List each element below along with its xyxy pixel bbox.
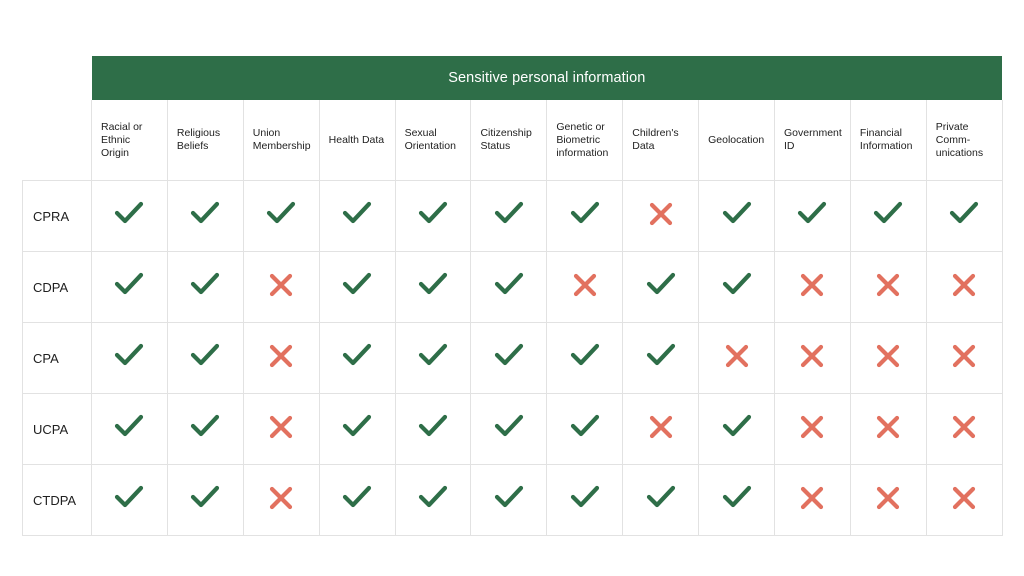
matrix-cell [471,181,547,252]
checkmark-icon [190,201,220,227]
cross-icon [875,485,901,511]
matrix-cell [395,181,471,252]
checkmark-icon [190,343,220,369]
checkmark-icon [494,272,524,298]
matrix-cell [547,323,623,394]
checkmark-icon [494,201,524,227]
matrix-cell [243,394,319,465]
checkmark-icon [114,414,144,440]
cross-icon [799,272,825,298]
checkmark-icon [342,272,372,298]
checkmark-icon [494,485,524,511]
cross-icon [951,272,977,298]
row-label: CPRA [23,181,92,252]
checkmark-icon [418,272,448,298]
column-header: Racial or Ethnic Origin [92,100,168,181]
checkmark-icon [873,201,903,227]
column-header: Union Membership [243,100,319,181]
checkmark-icon [722,201,752,227]
matrix-cell [471,465,547,536]
matrix-cell [699,181,775,252]
checkmark-icon [266,201,296,227]
matrix-cell [92,394,168,465]
column-header: Children's Data [623,100,699,181]
matrix-cell [243,465,319,536]
checkmark-icon [342,201,372,227]
cross-icon [268,272,294,298]
table-row [23,323,1003,394]
checkmark-icon [570,201,600,227]
checkmark-icon [114,201,144,227]
matrix-cell [775,323,851,394]
column-header-row [23,100,1003,181]
matrix-cell [471,323,547,394]
cross-icon [268,343,294,369]
cross-icon [875,343,901,369]
row-label: CDPA [23,252,92,323]
checkmark-icon [342,485,372,511]
matrix-cell [243,252,319,323]
column-header: Geolocation [699,100,775,181]
checkmark-icon [722,272,752,298]
checkmark-icon [342,343,372,369]
matrix-cell [850,394,926,465]
matrix-cell [850,252,926,323]
cross-icon [951,485,977,511]
checkmark-icon [494,343,524,369]
matrix-cell [243,181,319,252]
matrix-cell [775,181,851,252]
sensitive-personal-information-table [22,56,1003,536]
cross-icon [875,414,901,440]
matrix-cell [623,394,699,465]
matrix-cell [699,394,775,465]
checkmark-icon [114,272,144,298]
checkmark-icon [646,272,676,298]
matrix-cell [319,252,395,323]
row-label: CTDPA [23,465,92,536]
matrix-cell [395,323,471,394]
checkmark-icon [114,343,144,369]
matrix-cell [319,323,395,394]
column-header: Citizenship Status [471,100,547,181]
matrix-cell [775,394,851,465]
matrix-cell [547,252,623,323]
matrix-cell [850,181,926,252]
banner-left-spacer [23,56,92,100]
checkmark-icon [114,485,144,511]
checkmark-icon [797,201,827,227]
table-row [23,252,1003,323]
checkmark-icon [570,414,600,440]
cross-icon [799,343,825,369]
matrix-cell [547,394,623,465]
checkmark-icon [949,201,979,227]
checkmark-icon [494,414,524,440]
column-header: Sexual Orientation [395,100,471,181]
row-label: UCPA [23,394,92,465]
banner-row [23,56,1003,100]
checkmark-icon [570,343,600,369]
matrix-cell [623,181,699,252]
matrix-cell [850,323,926,394]
checkmark-icon [570,485,600,511]
cross-icon [572,272,598,298]
checkmark-icon [646,343,676,369]
column-header: Private Comm-unications [926,100,1002,181]
banner-title: Sensitive personal information [92,56,1003,100]
cross-icon [799,485,825,511]
matrix-cell [92,465,168,536]
cross-icon [951,414,977,440]
matrix-cell [92,181,168,252]
matrix-cell [471,394,547,465]
column-header: Financial Information [850,100,926,181]
matrix-cell [699,323,775,394]
cross-icon [951,343,977,369]
matrix-cell [167,465,243,536]
checkmark-icon [418,414,448,440]
checkmark-icon [190,272,220,298]
matrix-cell [319,181,395,252]
cross-icon [268,414,294,440]
cross-icon [648,414,674,440]
cross-icon [875,272,901,298]
matrix-cell [850,465,926,536]
table-row [23,394,1003,465]
table-row [23,465,1003,536]
matrix-cell [167,394,243,465]
checkmark-icon [722,414,752,440]
table-row [23,181,1003,252]
matrix-cell [395,252,471,323]
matrix-cell [395,465,471,536]
column-header: Genetic or Biometric information [547,100,623,181]
matrix-cell [167,323,243,394]
cross-icon [799,414,825,440]
matrix-cell [699,252,775,323]
matrix-cell [167,181,243,252]
cross-icon [268,485,294,511]
matrix-cell [547,465,623,536]
matrix-cell [547,181,623,252]
matrix-cell [319,394,395,465]
matrix-cell [92,252,168,323]
column-header: Religious Beliefs [167,100,243,181]
matrix-cell [92,323,168,394]
matrix-cell [926,323,1002,394]
matrix-cell [623,323,699,394]
cross-icon [648,201,674,227]
checkmark-icon [646,485,676,511]
column-header: Health Data [319,100,395,181]
matrix-cell [623,465,699,536]
matrix-cell [623,252,699,323]
row-label: CPA [23,323,92,394]
checkmark-icon [190,414,220,440]
checkmark-icon [418,201,448,227]
cross-icon [724,343,750,369]
column-header: Government ID [775,100,851,181]
matrix-cell [167,252,243,323]
checkmark-icon [342,414,372,440]
checkmark-icon [418,485,448,511]
matrix-cell [926,394,1002,465]
matrix-cell [775,465,851,536]
matrix-cell [926,252,1002,323]
header-corner-spacer [23,100,92,181]
matrix-cell [243,323,319,394]
matrix-cell [471,252,547,323]
matrix-cell [926,465,1002,536]
matrix-cell [699,465,775,536]
checkmark-icon [722,485,752,511]
checkmark-icon [418,343,448,369]
matrix-cell [775,252,851,323]
checkmark-icon [190,485,220,511]
matrix-cell [319,465,395,536]
matrix-cell [395,394,471,465]
matrix-cell [926,181,1002,252]
